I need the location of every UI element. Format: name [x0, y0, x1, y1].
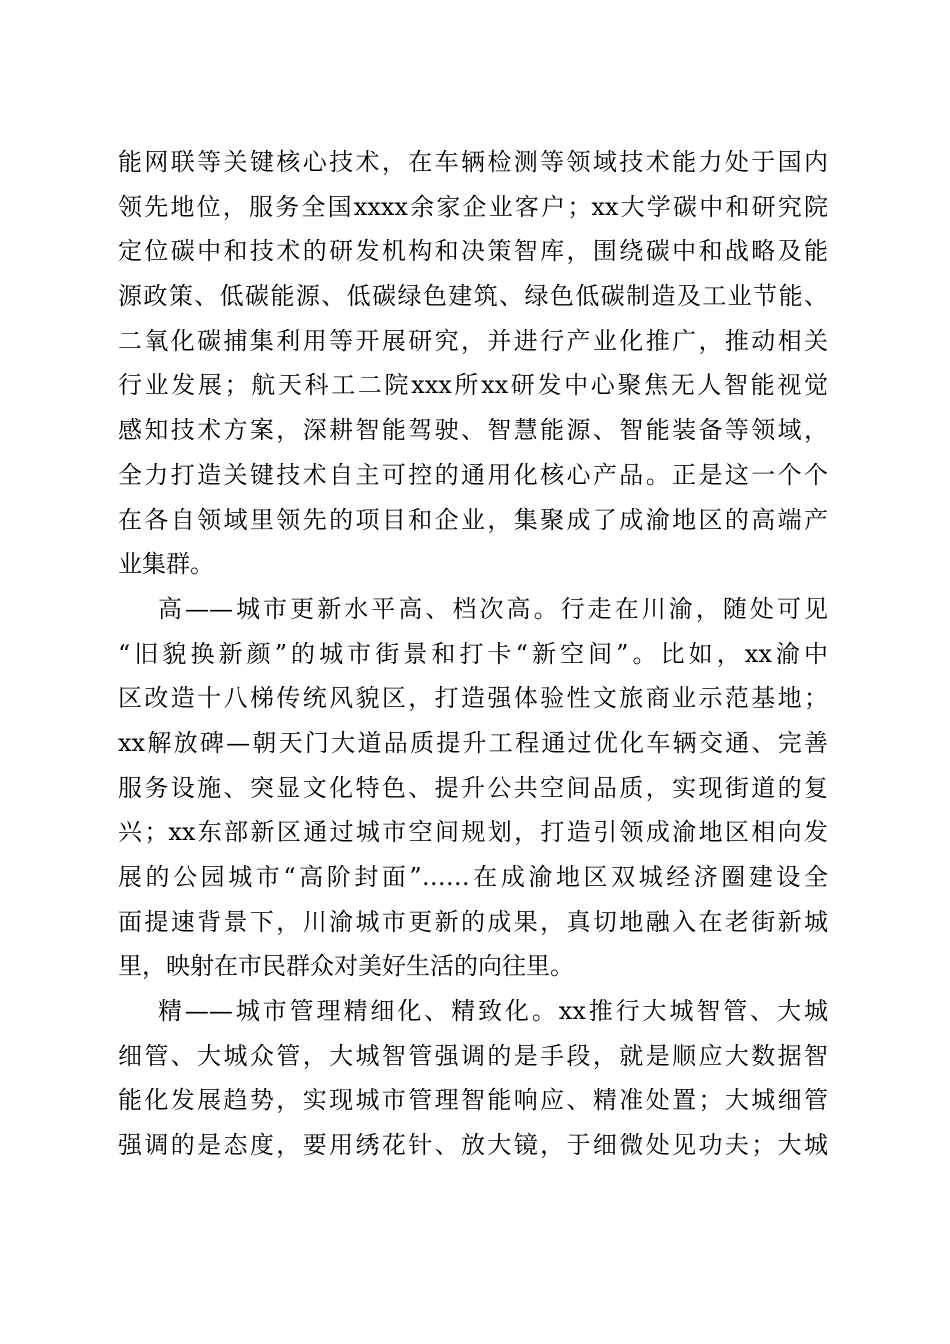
text-line: xx解放碑—朝天门大道品质提升工程通过优化车辆交通、完善 — [118, 728, 828, 757]
paragraph-start-line: 精——城市管理精细化、精致化。xx推行大城智管、大城 — [158, 997, 828, 1026]
text-line: 兴；xx东部新区通过城市空间规划，打造引领成渝地区相向发 — [118, 818, 828, 847]
text-line: 全力打造关键技术自主可控的通用化核心产品。正是这一个个 — [118, 460, 828, 489]
text-line: 里，映射在市民群众对美好生活的向往里。 — [118, 952, 574, 981]
text-line: 能网联等关键核心技术，在车辆检测等领域技术能力处于国内 — [118, 148, 828, 176]
paragraph-start-line: 高——城市更新水平高、档次高。行走在川渝，随处可见 — [158, 594, 828, 623]
text-line: 细管、大城众管，大城智管强调的是手段，就是顺应大数据智 — [118, 1041, 828, 1070]
text-line: 感知技术方案，深耕智能驾驶、智慧能源、智能装备等领域， — [118, 416, 828, 445]
text-line: 二氧化碳捕集利用等开展研究，并进行产业化推广，推动相关 — [118, 326, 828, 355]
text-line: “旧貌换新颜”的城市街景和打卡“新空间”。比如，xx渝中 — [118, 639, 828, 668]
text-line: 服务设施、突显文化特色、提升公共空间品质，实现街道的复 — [118, 773, 828, 802]
text-line: 展的公园城市“高阶封面”……在成渝地区双城经济圈建设全 — [118, 863, 828, 891]
text-line: 面提速背景下，川渝城市更新的成果，真切地融入在老街新城 — [118, 907, 828, 936]
text-line: 在各自领域里领先的项目和企业，集聚成了成渝地区的高端产 — [118, 505, 828, 534]
text-line: 行业发展；航天科工二院xxx所xx研发中心聚焦无人智能视觉 — [118, 371, 828, 400]
text-line: 定位碳中和技术的研发机构和决策智库，围绕碳中和战略及能 — [118, 237, 828, 266]
text-line: 能化发展趋势，实现城市管理智能响应、精准处置；大城细管 — [118, 1086, 828, 1115]
text-line: 业集群。 — [118, 550, 214, 579]
text-line: 领先地位，服务全国xxxx余家企业客户；xx大学碳中和研究院 — [118, 192, 828, 221]
text-line: 区改造十八梯传统风貌区，打造强体验性文旅商业示范基地； — [118, 684, 828, 713]
text-line: 强调的是态度，要用绣花针、放大镜，于细微处见功夫；大城 — [118, 1131, 828, 1160]
document-body — [118, 140, 828, 1168]
text-line: 源政策、低碳能源、低碳绿色建筑、绿色低碳制造及工业节能、 — [118, 282, 828, 311]
